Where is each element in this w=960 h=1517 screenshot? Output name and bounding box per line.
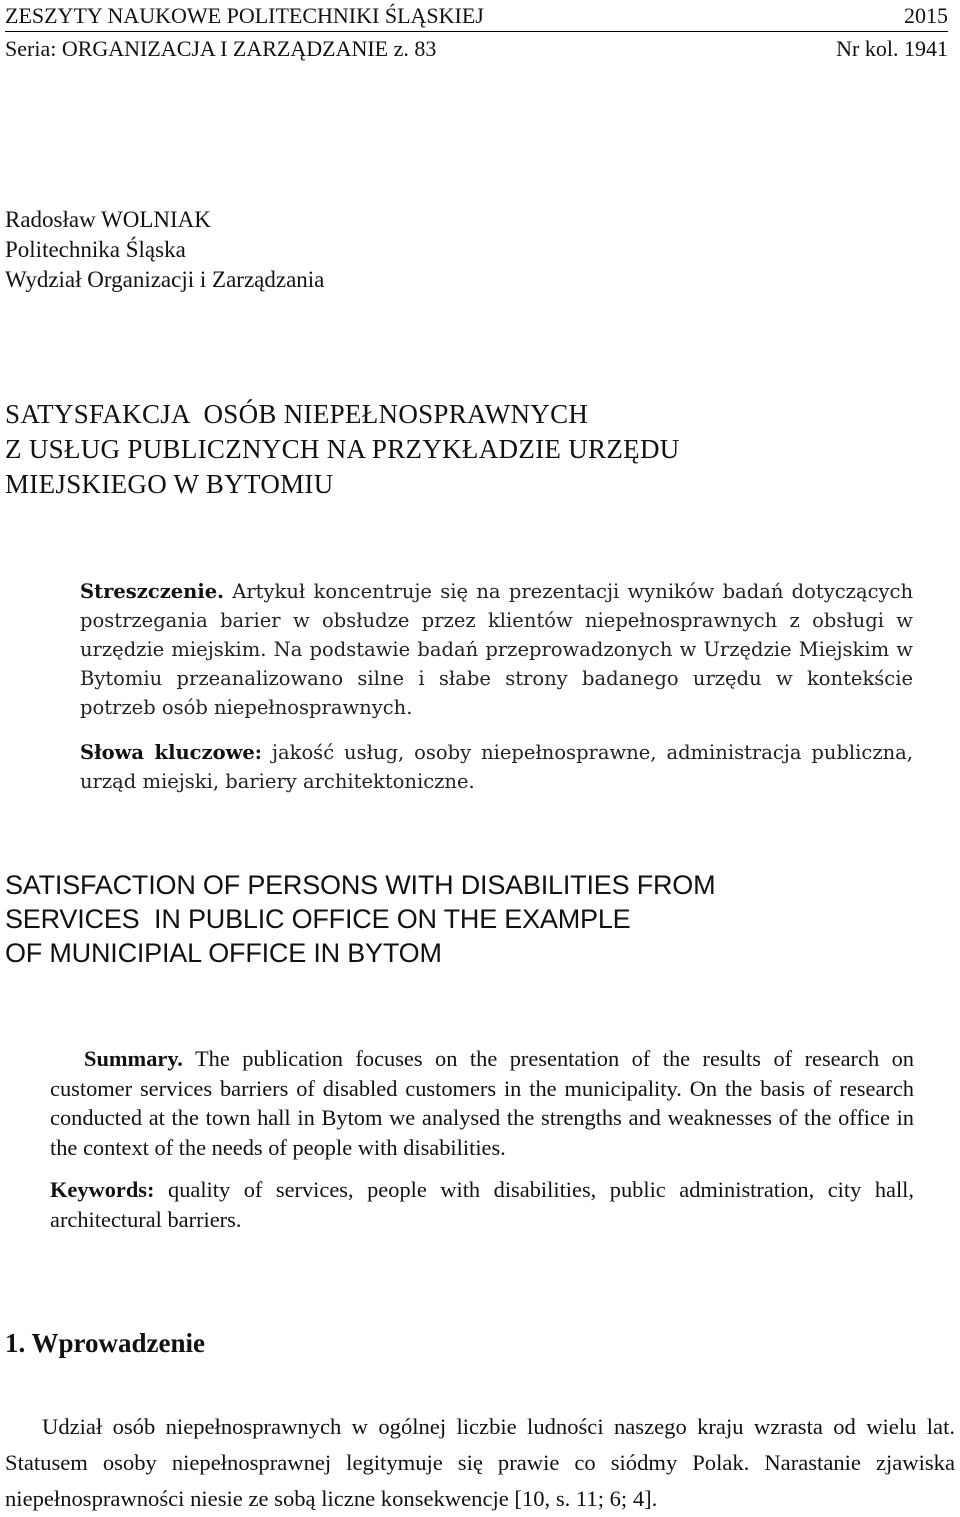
keywords-english-text: quality of services, people with disabilities, public administration, city hall, architectural barriers. <box>50 1177 914 1232</box>
journal-name: ZESZYTY NAUKOWE POLITECHNIKI ŚLĄSKIEJ <box>5 3 484 28</box>
title-polish <box>5 397 905 502</box>
keywords-english <box>50 1175 914 1234</box>
keywords-polish <box>80 738 913 796</box>
title-english <box>5 868 905 970</box>
series-header-row <box>5 36 948 62</box>
summary-english <box>50 1044 914 1162</box>
title-polish-line: MIEJSKIEGO W BYTOMIU <box>5 469 334 499</box>
summary-english-text: The publication focuses on the presentation of the results of research on customer services barriers of disabled customers in the municipality. On the basis of research conducted at the town hall in Bytom we analysed the strengths and weaknesses of the office in the context of the needs of people with disabilities. <box>50 1046 914 1160</box>
summary-english-label: Summary. <box>84 1046 183 1071</box>
journal-header-row <box>5 3 948 32</box>
abstract-polish <box>80 577 913 722</box>
section-heading: 1. Wprowadzenie <box>5 1328 206 1358</box>
journal-year: 2015 <box>904 3 948 28</box>
series-name: Seria: ORGANIZACJA I ZARZĄDZANIE z. 83 <box>5 36 437 61</box>
author-name: Radosław WOLNIAK <box>5 207 211 232</box>
title-polish-line: SATYSFAKCJA OSÓB NIEPEŁNOSPRAWNYCH <box>5 399 589 429</box>
section-paragraph: Udział osób niepełnosprawnych w ogólnej liczbie ludności naszego kraju wzrasta od wielu lat. Statusem osoby niepełnosprawnej legitymuje się prawie co siódmy Polak. Narastanie zjawiska niepełnosprawności niesie ze sobą liczne konsekwencje [10, s. 11; 6; 4]. <box>5 1414 955 1511</box>
author-block <box>5 205 324 295</box>
keywords-polish-label: Słowa kluczowe: <box>80 741 262 764</box>
abstract-polish-label: Streszczenie. <box>80 580 224 603</box>
author-faculty: Wydział Organizacji i Zarządzania <box>5 267 325 292</box>
author-affiliation: Politechnika Śląska <box>5 237 186 262</box>
issue-number: Nr kol. 1941 <box>836 36 948 61</box>
title-polish-line: Z USŁUG PUBLICZNYCH NA PRZYKŁADZIE URZĘDU <box>5 434 680 464</box>
abstract-polish-text: Artykuł koncentruje się na prezentacji wyników badań dotyczących postrzegania barier w obsłudze przez klientów niepełnosprawnych z obsługi w urzędzie miejskim. Na podstawie badań przeprowadzonych w Urzędzie Miejskim w Bytomiu przeanalizowano silne i słabe strony badanego urzędu w kontekście potrzeb osób niepełnosprawnych. <box>80 580 913 719</box>
keywords-polish-text: jakość usług, osoby niepełnosprawne, administracja publiczna, urząd miejski, bariery architektoniczne. <box>80 741 913 793</box>
title-english-line: SERVICES IN PUBLIC OFFICE ON THE EXAMPLE <box>5 904 631 934</box>
keywords-english-label: Keywords: <box>50 1177 155 1202</box>
title-english-line: SATISFACTION OF PERSONS WITH DISABILITIES FROM <box>5 870 716 900</box>
title-english-line: OF MUNICIPIAL OFFICE IN BYTOM <box>5 938 442 968</box>
